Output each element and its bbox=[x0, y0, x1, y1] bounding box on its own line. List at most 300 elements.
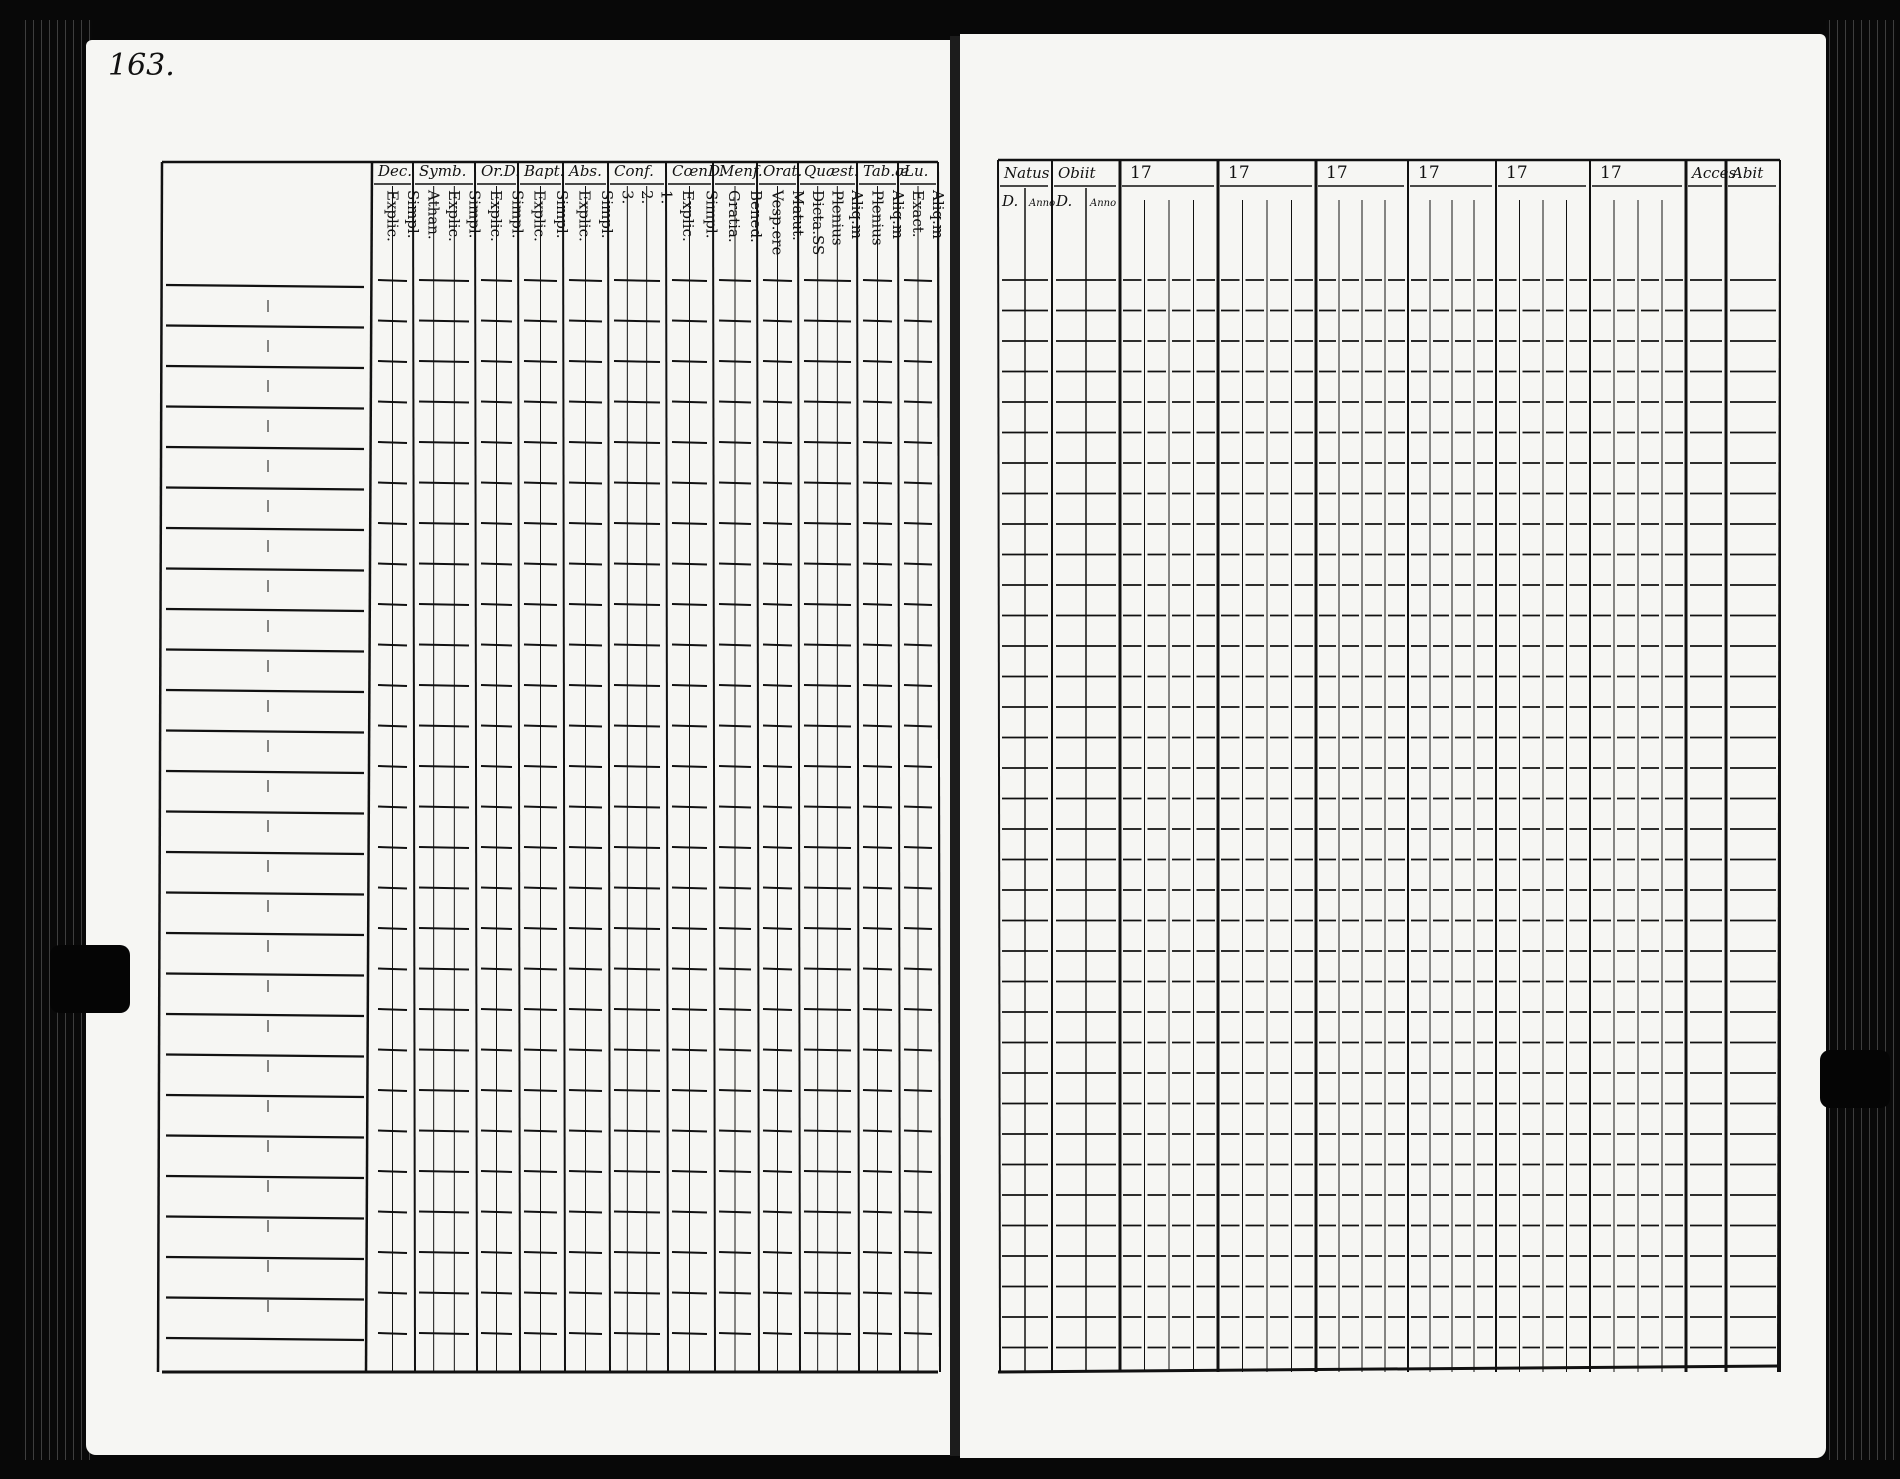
entry-line bbox=[672, 969, 707, 970]
entry-line bbox=[614, 280, 660, 281]
column-header-title: Symb. bbox=[419, 162, 467, 180]
entry-line bbox=[378, 685, 407, 686]
entry-line bbox=[481, 1333, 512, 1334]
entry-line bbox=[672, 645, 707, 646]
entry-line bbox=[719, 928, 751, 929]
entry-line bbox=[863, 969, 892, 970]
entry-line bbox=[763, 483, 792, 484]
column-subheader: Exact. bbox=[909, 190, 927, 238]
entry-line bbox=[719, 564, 751, 565]
entry-line bbox=[863, 928, 892, 929]
column-subheader: Explic. bbox=[678, 190, 697, 242]
entry-line bbox=[481, 280, 512, 281]
entry-line bbox=[763, 969, 792, 970]
entry-line bbox=[419, 726, 469, 727]
entry-line bbox=[419, 685, 469, 686]
entry-line bbox=[378, 523, 407, 524]
entry-line bbox=[614, 523, 660, 524]
entry-line bbox=[481, 483, 512, 484]
entry-line bbox=[763, 1090, 792, 1091]
entry-line bbox=[524, 1090, 557, 1091]
name-row-line bbox=[166, 326, 364, 328]
entry-line bbox=[614, 807, 660, 808]
column-header-title: 17 bbox=[1418, 163, 1440, 183]
entry-line bbox=[904, 402, 932, 403]
name-row-line bbox=[166, 366, 364, 368]
entry-line bbox=[763, 1050, 792, 1051]
entry-line bbox=[481, 564, 512, 565]
entry-line bbox=[569, 564, 602, 565]
left-column-rule bbox=[475, 162, 477, 1372]
entry-line bbox=[569, 807, 602, 808]
entry-line bbox=[481, 888, 512, 889]
column-subheader: Explic. bbox=[530, 190, 549, 242]
entry-line bbox=[481, 1171, 512, 1172]
column-header-title: Conf. bbox=[614, 162, 654, 180]
entry-line bbox=[719, 1252, 751, 1253]
entry-line bbox=[614, 402, 660, 403]
entry-line bbox=[763, 280, 792, 281]
left-column-rule bbox=[518, 162, 520, 1372]
right-table-bottom-rule bbox=[998, 1366, 1780, 1372]
entry-line bbox=[614, 1131, 660, 1132]
entry-line bbox=[378, 807, 407, 808]
entry-line bbox=[904, 726, 932, 727]
entry-line bbox=[763, 888, 792, 889]
entry-line bbox=[863, 321, 892, 322]
entry-line bbox=[672, 1050, 707, 1051]
entry-line bbox=[904, 604, 932, 605]
entry-line bbox=[719, 1293, 751, 1294]
entry-line bbox=[719, 523, 751, 524]
name-row-line bbox=[166, 447, 364, 449]
column-subheader: 2. bbox=[638, 190, 656, 205]
column-header-title: 17 bbox=[1130, 163, 1152, 183]
entry-line bbox=[863, 604, 892, 605]
entry-line bbox=[719, 766, 751, 767]
name-row-line bbox=[166, 1055, 364, 1057]
name-row-line bbox=[166, 974, 364, 976]
entry-line bbox=[419, 928, 469, 929]
entry-line bbox=[378, 402, 407, 403]
entry-line bbox=[524, 726, 557, 727]
entry-line bbox=[614, 726, 660, 727]
entry-line bbox=[378, 1212, 407, 1213]
entry-line bbox=[378, 847, 407, 848]
entry-line bbox=[481, 442, 512, 443]
entry-line bbox=[419, 766, 469, 767]
entry-line bbox=[672, 604, 707, 605]
entry-line bbox=[672, 442, 707, 443]
entry-line bbox=[378, 564, 407, 565]
entry-line bbox=[863, 807, 892, 808]
entry-line bbox=[378, 280, 407, 281]
entry-line bbox=[524, 1293, 557, 1294]
entry-line bbox=[419, 807, 469, 808]
entry-line bbox=[904, 1131, 932, 1132]
entry-line bbox=[614, 685, 660, 686]
entry-line bbox=[804, 442, 851, 443]
entry-line bbox=[719, 321, 751, 322]
entry-line bbox=[863, 1333, 892, 1334]
entry-line bbox=[614, 361, 660, 362]
column-subheader: D. bbox=[1056, 192, 1073, 210]
column-subheader: Plenius bbox=[868, 190, 887, 246]
column-subheader: Plenius bbox=[828, 190, 847, 246]
entry-line bbox=[719, 402, 751, 403]
entry-line bbox=[763, 685, 792, 686]
name-row-line bbox=[166, 1136, 364, 1138]
entry-line bbox=[719, 1009, 751, 1010]
entry-line bbox=[904, 1252, 932, 1253]
entry-line bbox=[419, 321, 469, 322]
entry-line bbox=[524, 361, 557, 362]
entry-line bbox=[763, 1252, 792, 1253]
entry-line bbox=[378, 361, 407, 362]
column-subheader: Aliq.m bbox=[848, 190, 867, 240]
entry-line bbox=[804, 1252, 851, 1253]
column-subheader: Explic. bbox=[383, 190, 402, 242]
entry-line bbox=[672, 361, 707, 362]
entry-line bbox=[672, 1009, 707, 1010]
entry-line bbox=[863, 645, 892, 646]
left-column-rule bbox=[857, 162, 859, 1372]
entry-line bbox=[763, 766, 792, 767]
entry-line bbox=[614, 766, 660, 767]
column-subheader: Simpl. bbox=[508, 190, 527, 239]
left-column-rule bbox=[757, 162, 759, 1372]
entry-line bbox=[863, 685, 892, 686]
column-header-title: 17 bbox=[1600, 163, 1622, 183]
entry-line bbox=[614, 645, 660, 646]
entry-line bbox=[569, 604, 602, 605]
name-row-line bbox=[166, 285, 364, 287]
left-column-rule bbox=[713, 162, 715, 1372]
entry-line bbox=[863, 523, 892, 524]
entry-line bbox=[524, 766, 557, 767]
entry-line bbox=[569, 847, 602, 848]
name-row-line bbox=[166, 407, 364, 409]
entry-line bbox=[672, 1171, 707, 1172]
entry-line bbox=[481, 807, 512, 808]
left-column-rule bbox=[413, 162, 415, 1372]
entry-line bbox=[524, 402, 557, 403]
left-column-rule bbox=[898, 162, 900, 1372]
entry-line bbox=[763, 523, 792, 524]
entry-line bbox=[481, 402, 512, 403]
entry-line bbox=[672, 685, 707, 686]
entry-line bbox=[569, 361, 602, 362]
entry-line bbox=[904, 1009, 932, 1010]
entry-line bbox=[481, 969, 512, 970]
entry-line bbox=[524, 969, 557, 970]
entry-line bbox=[672, 564, 707, 565]
entry-line bbox=[904, 1293, 932, 1294]
entry-line bbox=[804, 1212, 851, 1213]
entry-line bbox=[524, 1171, 557, 1172]
entry-line bbox=[419, 604, 469, 605]
entry-line bbox=[524, 442, 557, 443]
entry-line bbox=[569, 321, 602, 322]
entry-line bbox=[904, 321, 932, 322]
entry-line bbox=[378, 888, 407, 889]
entry-line bbox=[378, 1333, 407, 1334]
name-row-line bbox=[166, 1338, 364, 1340]
entry-line bbox=[763, 402, 792, 403]
entry-line bbox=[614, 1212, 660, 1213]
entry-line bbox=[672, 1333, 707, 1334]
entry-line bbox=[569, 1252, 602, 1253]
column-subheader: Explic. bbox=[445, 190, 463, 242]
entry-line bbox=[904, 645, 932, 646]
entry-line bbox=[614, 1090, 660, 1091]
column-header-title: Orat. bbox=[763, 162, 803, 180]
entry-line bbox=[863, 888, 892, 889]
entry-line bbox=[419, 969, 469, 970]
entry-line bbox=[419, 280, 469, 281]
column-header-title: 17 bbox=[1228, 163, 1250, 183]
entry-line bbox=[524, 1212, 557, 1213]
entry-line bbox=[569, 402, 602, 403]
entry-line bbox=[569, 928, 602, 929]
entry-line bbox=[763, 442, 792, 443]
entry-line bbox=[863, 1171, 892, 1172]
entry-line bbox=[378, 928, 407, 929]
entry-line bbox=[524, 564, 557, 565]
entry-line bbox=[524, 1333, 557, 1334]
entry-line bbox=[719, 726, 751, 727]
entry-line bbox=[719, 483, 751, 484]
entry-line bbox=[614, 483, 660, 484]
name-row-line bbox=[166, 609, 364, 611]
name-row-line bbox=[166, 771, 364, 773]
entry-line bbox=[763, 564, 792, 565]
entry-line bbox=[569, 1009, 602, 1010]
entry-line bbox=[419, 645, 469, 646]
column-header-title: Or.D. bbox=[481, 162, 520, 180]
entry-line bbox=[863, 1090, 892, 1091]
entry-line bbox=[804, 1009, 851, 1010]
entry-line bbox=[378, 969, 407, 970]
entry-line bbox=[804, 1050, 851, 1051]
entry-line bbox=[904, 483, 932, 484]
entry-line bbox=[904, 807, 932, 808]
entry-line bbox=[804, 1171, 851, 1172]
name-row-line bbox=[166, 690, 364, 692]
entry-line bbox=[672, 1090, 707, 1091]
entry-line bbox=[569, 483, 602, 484]
entry-line bbox=[481, 1212, 512, 1213]
entry-line bbox=[863, 1009, 892, 1010]
entry-line bbox=[378, 645, 407, 646]
column-header-title: Bapt. bbox=[524, 162, 565, 180]
entry-line bbox=[569, 685, 602, 686]
entry-line bbox=[719, 847, 751, 848]
column-subheader: Matut. bbox=[788, 190, 807, 241]
name-row-line bbox=[166, 1257, 364, 1259]
entry-line bbox=[419, 1131, 469, 1132]
entry-line bbox=[569, 1212, 602, 1213]
column-subheader: Gratia. bbox=[725, 190, 743, 243]
entry-line bbox=[614, 442, 660, 443]
column-subheader: Anno bbox=[1029, 198, 1056, 209]
entry-line bbox=[804, 685, 851, 686]
entry-line bbox=[804, 807, 851, 808]
column-header-title: Abit bbox=[1732, 164, 1764, 182]
entry-line bbox=[569, 1090, 602, 1091]
entry-line bbox=[614, 1050, 660, 1051]
column-subheader: Simpl. bbox=[702, 190, 721, 239]
entry-line bbox=[763, 928, 792, 929]
left-column-rule bbox=[938, 162, 940, 1372]
entry-line bbox=[481, 645, 512, 646]
left-column-rule bbox=[666, 162, 668, 1372]
entry-line bbox=[804, 645, 851, 646]
column-subheader: 3. bbox=[618, 190, 637, 205]
entry-line bbox=[719, 1212, 751, 1213]
entry-line bbox=[719, 361, 751, 362]
entry-line bbox=[378, 483, 407, 484]
left-column-rule bbox=[608, 162, 610, 1372]
entry-line bbox=[419, 1090, 469, 1091]
entry-line bbox=[804, 402, 851, 403]
entry-line bbox=[763, 847, 792, 848]
entry-line bbox=[672, 321, 707, 322]
entry-line bbox=[419, 1050, 469, 1051]
entry-line bbox=[524, 321, 557, 322]
entry-line bbox=[614, 969, 660, 970]
entry-line bbox=[524, 483, 557, 484]
column-subheader: 1. bbox=[657, 190, 676, 205]
entry-line bbox=[804, 280, 851, 281]
entry-line bbox=[863, 564, 892, 565]
entry-line bbox=[524, 523, 557, 524]
entry-line bbox=[524, 685, 557, 686]
entry-line bbox=[569, 280, 602, 281]
entry-line bbox=[904, 442, 932, 443]
entry-line bbox=[614, 847, 660, 848]
entry-line bbox=[719, 807, 751, 808]
entry-line bbox=[863, 442, 892, 443]
right-table-left-rule bbox=[998, 160, 1000, 1372]
entry-line bbox=[804, 847, 851, 848]
entry-line bbox=[614, 1252, 660, 1253]
entry-line bbox=[569, 523, 602, 524]
entry-line bbox=[863, 280, 892, 281]
entry-line bbox=[863, 847, 892, 848]
entry-line bbox=[481, 1252, 512, 1253]
entry-line bbox=[481, 685, 512, 686]
entry-line bbox=[524, 928, 557, 929]
entry-line bbox=[481, 361, 512, 362]
entry-line bbox=[672, 1252, 707, 1253]
column-header-title: Obiit bbox=[1058, 164, 1096, 182]
entry-line bbox=[419, 847, 469, 848]
entry-line bbox=[763, 726, 792, 727]
entry-line bbox=[569, 1131, 602, 1132]
name-row-line bbox=[166, 569, 364, 571]
entry-line bbox=[719, 280, 751, 281]
entry-line bbox=[719, 645, 751, 646]
entry-line bbox=[763, 1212, 792, 1213]
column-header-title: Quæst. bbox=[804, 162, 859, 180]
column-header-title: 17 bbox=[1326, 163, 1348, 183]
entry-line bbox=[481, 1293, 512, 1294]
entry-line bbox=[569, 442, 602, 443]
column-subheader: Explic. bbox=[486, 190, 505, 242]
name-row-line bbox=[166, 933, 364, 935]
entry-line bbox=[904, 969, 932, 970]
entry-line bbox=[524, 847, 557, 848]
entry-line bbox=[524, 807, 557, 808]
entry-line bbox=[569, 1293, 602, 1294]
entry-line bbox=[763, 1009, 792, 1010]
left-column-rule bbox=[563, 162, 565, 1372]
column-subheader: Simpl. bbox=[403, 190, 422, 239]
entry-line bbox=[904, 847, 932, 848]
entry-line bbox=[481, 928, 512, 929]
name-row-line bbox=[166, 1095, 364, 1097]
entry-line bbox=[569, 1171, 602, 1172]
entry-line bbox=[863, 1131, 892, 1132]
entry-line bbox=[804, 1293, 851, 1294]
entry-line bbox=[904, 1050, 932, 1051]
column-header-title: Menf. bbox=[719, 162, 763, 180]
entry-line bbox=[419, 1171, 469, 1172]
entry-line bbox=[569, 1050, 602, 1051]
entry-line bbox=[863, 1293, 892, 1294]
entry-line bbox=[378, 1050, 407, 1051]
entry-line bbox=[378, 442, 407, 443]
column-subheader: Aliq.m bbox=[888, 190, 907, 240]
entry-line bbox=[672, 402, 707, 403]
entry-line bbox=[763, 361, 792, 362]
entry-line bbox=[524, 280, 557, 281]
entry-line bbox=[719, 1050, 751, 1051]
entry-line bbox=[904, 1212, 932, 1213]
entry-line bbox=[719, 969, 751, 970]
entry-line bbox=[672, 847, 707, 848]
entry-line bbox=[804, 564, 851, 565]
column-header-title: Abs. bbox=[569, 162, 602, 180]
entry-line bbox=[419, 888, 469, 889]
entry-line bbox=[672, 888, 707, 889]
entry-line bbox=[524, 1131, 557, 1132]
column-subheader: Simpl. bbox=[465, 190, 484, 239]
column-subheader: Simpl. bbox=[552, 190, 571, 239]
entry-line bbox=[719, 888, 751, 889]
entry-line bbox=[804, 726, 851, 727]
entry-line bbox=[804, 928, 851, 929]
entry-line bbox=[804, 766, 851, 767]
left-column-rule bbox=[798, 162, 800, 1372]
entry-line bbox=[481, 523, 512, 524]
entry-line bbox=[481, 726, 512, 727]
entry-line bbox=[419, 402, 469, 403]
entry-line bbox=[904, 361, 932, 362]
entry-line bbox=[804, 1090, 851, 1091]
name-row-line bbox=[166, 488, 364, 490]
column-subheader: Vesp.ere bbox=[768, 190, 787, 256]
entry-line bbox=[378, 1171, 407, 1172]
entry-line bbox=[904, 1090, 932, 1091]
entry-line bbox=[614, 604, 660, 605]
name-column-rule bbox=[366, 162, 372, 1372]
entry-line bbox=[904, 523, 932, 524]
entry-line bbox=[763, 604, 792, 605]
column-header-title: Acces bbox=[1692, 164, 1737, 182]
column-header-title: CœnD. bbox=[672, 162, 725, 180]
